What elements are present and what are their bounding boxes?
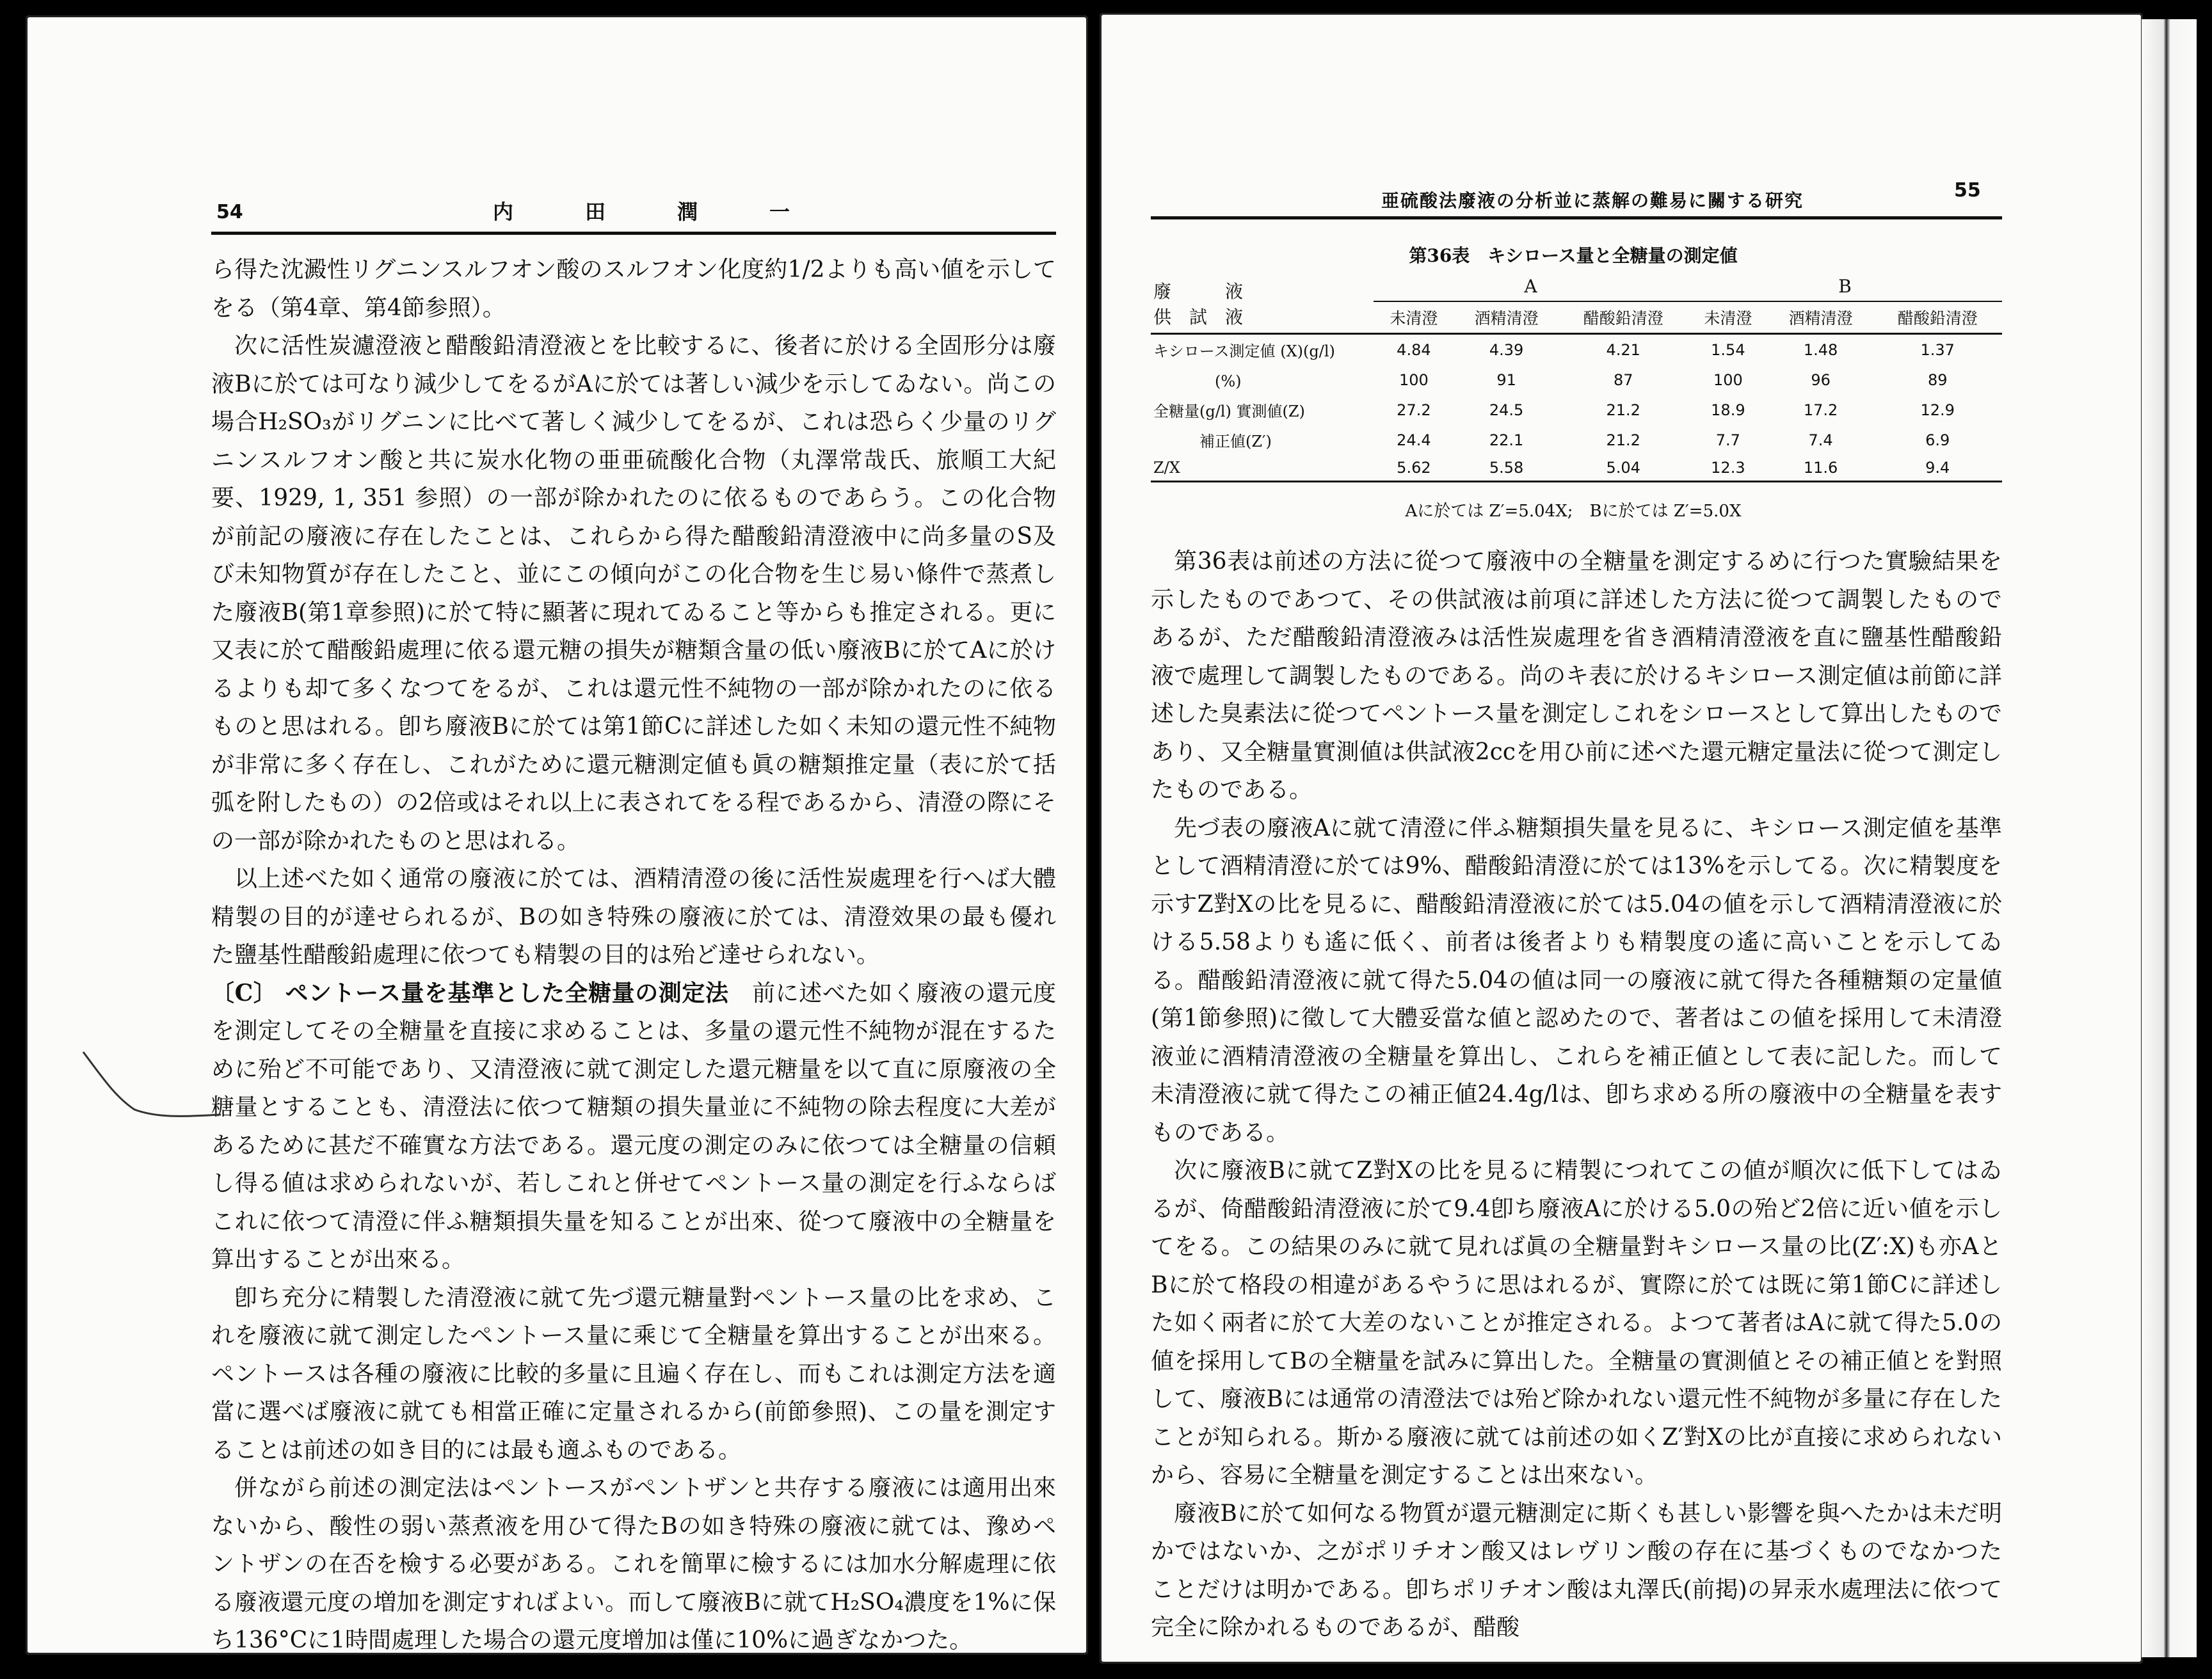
table-cell: 87 — [1613, 370, 1633, 389]
table-row — [1151, 395, 2002, 425]
row-label: 全糖量(g/l) 實測値(Z) — [1153, 402, 1305, 420]
table-cell: 21.2 — [1606, 431, 1640, 449]
section-heading: 〔C〕 ペントース量を基準とした全糖量の測定法 — [211, 979, 729, 1007]
table-cell: 9.4 — [1873, 455, 2002, 482]
row-label: キシロース測定値 (X)(g/l) — [1153, 342, 1335, 360]
table-cell: 12.3 — [1688, 455, 1768, 482]
table-row — [1151, 455, 2002, 482]
table-cell: 7.4 — [1808, 431, 1833, 449]
book-edge — [2142, 19, 2197, 1657]
table-cell: 24.4 — [1397, 431, 1431, 449]
left-body-text — [211, 251, 1056, 1660]
table-cell: 4.21 — [1606, 340, 1640, 359]
article-title: 亜硫酸法廢液の分析並に蒸解の難易に關する研究 — [1381, 190, 1804, 211]
table-cell: 18.9 — [1711, 401, 1745, 419]
table-stub-head — [1151, 272, 1374, 334]
table-caption: 第36表 キシロース量と全糖量の測定値 — [1409, 245, 1738, 266]
table-cell: 5.58 — [1454, 455, 1559, 482]
paragraph: 併ながら前述の測定法はペントースがペントザンと共存する廢液には適用出來ないから、酸性の弱い蒸煮液を用ひて得たBの如き特殊の廢液に就ては、豫めペントザンの在否を檢する必要がある。これを簡單に檢するには加水分解處理に依る廢液還元度の増加を測定すればよい。而して廢液Bに就てH₂SO₄濃度を1%に保ち136°Cに1時間處理した場合の還元度增加は僅に10%に過ぎなかつた。 — [211, 1475, 1056, 1653]
paragraph: 廢液Bに於て如何なる物質が還元糖測定に斯くも甚しい影響を與へたかは未だ明かではないか、之がポリチオン酸又はレヴリン酸の存在に基づくものでなかつたことだけは明かである。卽ちポリチオン酸は丸澤氏(前掲)の昇汞水處理法に依つて完全に除かれるものであるが、醋酸 — [1151, 1500, 2002, 1641]
paragraph: 第36表は前述の方法に從つて廢液中の全糖量を測定するめに行つた實驗結果を示したものであつて、その供試液は前項に詳述した方法に從つて調製したものであるが、ただ醋酸鉛清澄液みは活性炭處理を省き酒精清澄液を直に鹽基性醋酸鉛液で處理して調製したものである。尚のキ表に於けるキシロース測定値は前節に詳述した臭素法に從つてペントース量を測定しこれをシロースとして算出したものであり、又全糖量實測値は供試液2ccを用ひ前に述べた還元糖定量法に從つて測定したものである。 — [1151, 548, 2002, 803]
stub-head-sample: 供 試 液 — [1153, 306, 1244, 328]
left-header — [216, 201, 243, 223]
group-header-b: B — [1838, 276, 1852, 297]
right-header — [1954, 179, 1981, 202]
left-page — [26, 15, 1088, 1655]
table-note: Aに於ては Z′=5.04X; Bに於ては Z′=5.0X — [1405, 502, 1742, 521]
paragraph: 次に廢液Bに就てZ對Xの比を見るに精製につれてこの値が順次に低下してはゐるが、倚醋酸鉛清澄液に於て9.4卽ち廢液Aに於ける5.0の殆ど2倍に近い値を示してをる。この結果のみに就て見れば眞の全糖量對キシロース量の比(Z′:X)も亦AとBに於て格段の相違があるやうに思はれるが、實際に於ては既に第1節Cに詳述した如く兩者に於て大差のないことが推定される。よつて著者はAに就て得た5.0の値を採用してBの全糖量を試みに算出した。全糖量の實測値とその補正値とを對照して、廢液Bには通常の清澄法では殆ど除かれない還元性不純物が多量に存在したことが知られる。斯かる廢液に就ては前述の如くZ′對Xの比が直接に求められないから、容易に全糖量を測定することは出來ない。 — [1151, 1158, 2002, 1488]
table-cell: 4.39 — [1489, 340, 1524, 359]
table-cell: 5.04 — [1559, 455, 1688, 482]
column-header: 酒精清澄 — [1454, 301, 1559, 334]
table-cell: 5.62 — [1374, 455, 1454, 482]
paragraph: 以上述べた如く通常の廢液に於ては、酒精清澄の後に活性炭處理を行へば大體精製の目的が達せられるが、Bの如き特殊の廢液に於ては、清澄效果の最も優れた鹽基性醋酸鉛處理に依つても精製の目的は殆ど達せられない。 — [211, 866, 1056, 968]
author-name: 内 田 潤 一 — [493, 200, 816, 224]
table-cell: 22.1 — [1489, 431, 1524, 449]
table-cell: 27.2 — [1397, 401, 1431, 419]
table-row — [1151, 425, 2002, 455]
table-cell: 12.9 — [1920, 401, 1955, 419]
margin-pencil-mark — [77, 1039, 224, 1129]
right-body-text — [1151, 543, 2002, 1647]
column-header: 醋酸鉛清澄 — [1873, 301, 2002, 334]
table-cell: 1.54 — [1711, 340, 1745, 359]
column-header: 醋酸鉛清澄 — [1559, 301, 1688, 334]
table-row — [1151, 365, 2002, 395]
page-number: 55 — [1954, 179, 1981, 202]
table-cell: 21.2 — [1606, 401, 1640, 419]
table-row — [1151, 334, 2002, 365]
table-cell: 4.84 — [1397, 340, 1431, 359]
left-running-head — [493, 196, 815, 225]
table-cell: 89 — [1927, 370, 1948, 389]
table-cell: 100 — [1399, 370, 1429, 389]
table-cell: 1.37 — [1920, 340, 1955, 359]
table-cell: 1.48 — [1803, 340, 1838, 359]
right-page — [1100, 13, 2143, 1664]
table-cell: 11.6 — [1768, 455, 1873, 482]
stub-head-waste: 廢 液 — [1153, 281, 1244, 302]
column-header: 未清澄 — [1374, 301, 1454, 334]
column-header: 酒精清澄 — [1768, 301, 1873, 334]
header-rule — [211, 232, 1056, 235]
table-cell: 6.9 — [1925, 431, 1950, 449]
paragraph: 卽ち充分に精製した清澄液に就て先づ還元糖量對ペントース量の比を求め、これを廢液に就て測定したペントース量に乘じて全糖量を算出することが出來る。ペントースは各種の廢液に比較的多量に且遍く存在し、而もこれは測定方法を適當に選べば廢液に就ても相當正確に定量されるから(前節參照)、この量を測定することは前述の如き目的には最も適ふものである。 — [211, 1284, 1056, 1463]
table-cell: 24.5 — [1489, 401, 1524, 419]
table-cell: 17.2 — [1803, 401, 1838, 419]
table-cell: 96 — [1811, 370, 1831, 389]
paragraph: 先づ表の廢液Aに就て清澄に伴ふ糖類損失量を見るに、キシロース測定値を基準として酒精清澄に於ては9%、醋酸鉛清澄に於ては13%を示してる。次に精製度を示すZ對Xの比を見るに、醋酸鉛清澄液に於ては5.04の値を示して酒精清澄液に於ける5.58よりも遙に低く、前者は後者よりも精製度の遙に高いことを示してゐる。醋酸鉛清澄液に就て得た5.04の値は同一の廢液に就て得た各種糖類の定量値(第1節參照)に徵して大體妥當な値と認めたので、著者はこの値を採用して未清澄液並に酒精清澄液の全糖量を算出し、これらを補正値として表に記した。而して未清澄液に就て得たこの補正値24.4g/lは、卽ち求める所の廢液中の全糖量を表すものである。 — [1151, 815, 2002, 1146]
paragraph: 次に活性炭濾澄液と醋酸鉛清澄液とを比較するに、後者に於ける全固形分は廢液Bに於ては可なり減少してをるがAに於ては著しい減少を示してゐない。尚この場合H₂SO₃がリグニンに比べて著しく減少してをるが、これは恐らく少量のリグニンスルフオン酸と共に炭水化物の亜亜硫酸化合物（丸澤常哉氏、旅順工大紀要、1929, 1, 351 参照）の一部が除かれたのに依るものであらう。この化合物が前記の廢液に存在したことは、これらから得た醋酸鉛清澄液中に尚多量のS及び未知物質が存在したこと、並にこの傾向がこの化合物を生じ易い條件で蒸煮した廢液B(第1章参照)に於て特に顯著に現れてゐること等からも推定される。更に又表に於て醋酸鉛處理に依る還元糖の損失が糖類含量の低い廢液Bに於てAに於けるよりも却て多くなつてをるが、これは還元性不純物の一部が除かれたのに依るものと思はれる。卽ち廢液Bに於ては第1節Cに詳述した如く未知の還元性不純物が非常に多く存在し、これがために還元糖測定値も眞の糖類推定量（表に於て括弧を附したもの）の2倍或はそれ以上に表されてをる程であるから、清澄の際にその一部が除かれたものと思はれる。 — [211, 333, 1056, 854]
header-rule — [1151, 216, 2002, 219]
table-36 — [1151, 272, 2002, 482]
row-label: 補正値(Z′) — [1153, 433, 1272, 450]
table-cell: 7.7 — [1715, 431, 1740, 449]
column-header: 未清澄 — [1688, 301, 1768, 334]
page-number: 54 — [216, 201, 243, 223]
table-cell: 91 — [1496, 370, 1516, 389]
row-label: (%) — [1153, 372, 1242, 390]
row-label: Z/X — [1151, 455, 1374, 482]
table-cell: 100 — [1713, 370, 1743, 389]
right-running-head — [1381, 187, 1804, 212]
paragraph: 前に述べた如く廢液の還元度を測定してその全糖量を直接に求めることは、多量の還元性不純物が混在するために殆ど不可能であり、又清澄液に就て測定した還元糖量を以て直に原廢液の全糖量とすることも、清澄法に依つて糖類の損失量並に不純物の除去程度に大差があるために甚だ不確實な方法である。還元度の測定のみに依つては全糖量の信頼し得る値は求められないが、若しこれと併せてペントース量の測定を行ふならばこれに依つて清澄に伴ふ糖類損失量を知ることが出來、從つて廢液中の全糖量を算出することが出來る。 — [211, 980, 1056, 1273]
group-header-a: A — [1524, 276, 1537, 297]
paragraph: ら得た沈澱性リグニンスルフオン酸のスルフオン化度約1/2よりも高い値を示してをる（第4章、第4節参照）。 — [211, 257, 1056, 321]
